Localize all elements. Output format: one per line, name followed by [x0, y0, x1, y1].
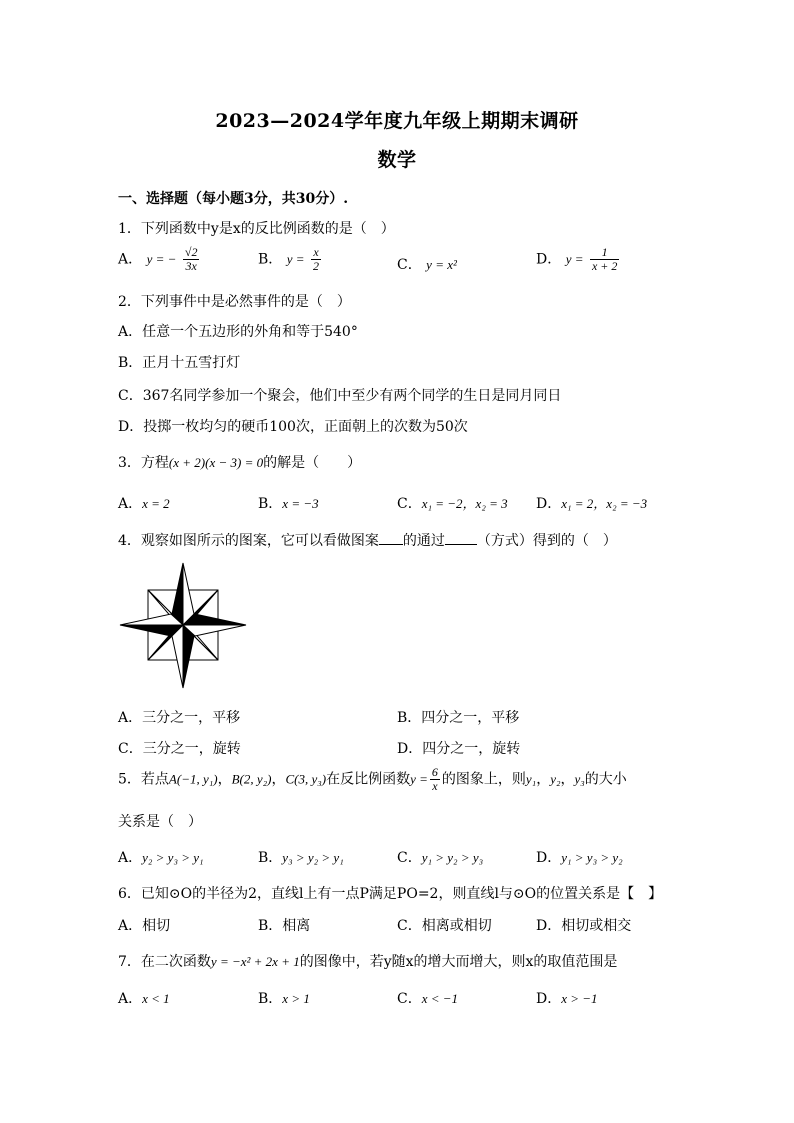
q7-stem-part-b: 的图像中，若y随x的增大而增大，则x的取值范围是	[299, 954, 618, 970]
option-label: A．	[118, 850, 143, 866]
q1-d-fraction	[590, 246, 619, 273]
q6-option-a: A．相切	[118, 918, 171, 934]
denominator: 2	[313, 259, 319, 273]
q4-blank-2	[445, 532, 477, 545]
q7-option-c	[397, 988, 458, 1008]
q5-function: y =	[410, 771, 428, 787]
numerator: 6	[431, 765, 438, 779]
q2-option-c: C．367名同学参加一个聚会，他们中至少有两个同学的生日是同月同日	[118, 388, 562, 404]
q5-b-value: y₃ > y₂ > y₁	[282, 850, 344, 865]
option-label: B．	[258, 850, 283, 866]
q1-option-a	[118, 246, 201, 273]
q3-stem	[118, 452, 361, 472]
q5-option-a	[118, 847, 204, 867]
option-label: C．	[397, 496, 422, 512]
compass-star-figure	[118, 562, 248, 690]
q3-option-c	[397, 493, 508, 513]
q3-equation: (x + 2)(x − 3) = 0	[168, 455, 264, 470]
separator: ，	[560, 771, 575, 788]
q7-option-a	[118, 988, 170, 1008]
q5-stem-part-a: 5．若点	[118, 771, 169, 788]
q3-stem-prefix: 3．方程	[118, 455, 169, 471]
q7-c-value: x < −1	[421, 991, 459, 1006]
numerator: 1	[590, 246, 619, 260]
q5-option-b	[258, 847, 344, 867]
q4-stem-part-b: 的通过	[402, 533, 445, 549]
separator: ，	[271, 771, 286, 788]
q5-point-b: B(2, y₂)	[231, 771, 272, 787]
q4-option-b: B．四分之一，平移	[397, 710, 520, 726]
q1-option-d	[536, 246, 621, 273]
q1-d-expr: y =	[565, 251, 584, 267]
option-label: B．	[258, 251, 283, 268]
q3-stem-suffix: 的解是（ ）	[263, 455, 362, 471]
q5-point-a: A(−1, y₁)	[168, 771, 218, 787]
option-label: D．	[536, 496, 562, 512]
q5-c-value: y₁ > y₂ > y₃	[421, 850, 484, 865]
denominator: x	[432, 779, 438, 793]
section-heading: 一、选择题（每小题3分，共30分）.	[118, 191, 349, 207]
exam-title: 2023—2024学年度九年级上期期末调研	[215, 110, 579, 132]
separator: ，	[536, 771, 551, 788]
separator: ，	[217, 771, 232, 788]
option-label: D．	[536, 850, 562, 866]
q5-stem-part-b: 在反比例函数	[326, 771, 411, 788]
q3-d-value: x₁ = 2，x₂ = −3	[561, 496, 648, 511]
q7-d-value: x > −1	[561, 991, 598, 1006]
q5-a-value: y₂ > y₃ > y₁	[142, 850, 204, 865]
q1-a-expr: y = −	[146, 251, 177, 267]
q3-option-d	[536, 493, 647, 513]
option-label: B．	[258, 991, 283, 1007]
q3-option-a	[118, 493, 170, 513]
q4-option-d: D．四分之一，旋转	[397, 741, 521, 757]
q5-stem-part-d: 的大小	[584, 771, 627, 788]
q5-y3: y₃	[574, 771, 585, 787]
q3-a-value: x = 2	[142, 496, 170, 511]
q5-option-c	[397, 847, 483, 867]
q1-option-b	[258, 246, 323, 273]
q5-option-d	[536, 847, 623, 867]
option-label: D．	[536, 251, 562, 268]
q5-point-c: C(3, y₃)	[285, 771, 327, 787]
denominator: x + 2	[591, 259, 618, 273]
option-label: B．	[258, 496, 283, 512]
q1-a-fraction	[183, 246, 200, 273]
q4-blank-1	[379, 532, 403, 545]
q7-stem-part-a: 7．在二次函数	[118, 954, 211, 970]
q7-option-b	[258, 988, 310, 1008]
q4-option-c: C．三分之一，旋转	[118, 741, 241, 757]
option-label: A．	[118, 991, 143, 1007]
q2-option-a: A．任意一个五边形的外角和等于540°	[118, 324, 358, 340]
q5-stem-line-2: 关系是（ ）	[118, 814, 202, 830]
option-label: A．	[118, 496, 143, 512]
q5-d-value: y₁ > y₃ > y₂	[561, 850, 623, 865]
q7-b-value: x > 1	[282, 991, 310, 1006]
q1-option-c	[397, 254, 457, 274]
q4-stem-part-a: 4．观察如图所示的图案，它可以看做图案	[118, 533, 379, 549]
q5-fraction	[430, 766, 440, 793]
q6-option-c: C．相离或相切	[397, 918, 492, 934]
q6-option-d: D．相切或相交	[536, 918, 632, 934]
option-label: A．	[118, 251, 143, 268]
q2-stem: 2．下列事件中是必然事件的是（ ）	[118, 294, 351, 310]
q5-y2: y₂	[550, 771, 561, 787]
q7-stem	[118, 951, 617, 971]
q2-option-d: D．投掷一枚均匀的硬币100次，正面朝上的次数为50次	[118, 419, 468, 435]
option-label: D．	[536, 991, 562, 1007]
option-label: C．	[397, 991, 422, 1007]
q7-a-value: x < 1	[142, 991, 170, 1006]
q1-b-fraction	[311, 246, 321, 273]
denominator: 3x	[185, 259, 197, 273]
q5-y1: y₁	[525, 771, 537, 787]
q4-stem	[118, 530, 617, 550]
option-label: C．	[397, 850, 422, 866]
q7-option-d	[536, 988, 598, 1008]
q6-option-b: B．相离	[258, 918, 311, 934]
numerator: x	[311, 246, 321, 260]
q6-stem: 6．已知⊙O的半径为2，直线l上有一点P满足PO=2，则直线l与⊙O的位置关系是【 】	[118, 886, 663, 902]
q5-stem-part-c: 的图象上，则	[441, 771, 526, 788]
q5-stem-line-1	[118, 766, 627, 793]
q3-option-b	[258, 493, 319, 513]
q1-stem: 1．下列函数中y是x的反比例函数的是（ ）	[118, 221, 395, 237]
q3-b-value: x = −3	[282, 496, 319, 511]
q7-function: y = −x² + 2x + 1	[210, 954, 300, 969]
q4-stem-part-c: （方式）得到的（ ）	[476, 533, 617, 549]
q4-option-a: A．三分之一，平移	[118, 710, 241, 726]
option-label: C．	[397, 257, 422, 273]
numerator: √2	[184, 245, 198, 259]
q2-option-b: B．正月十五雪打灯	[118, 355, 241, 371]
q1-b-expr: y =	[286, 251, 305, 267]
exam-subject: 数学	[377, 149, 417, 171]
q3-c-value: x₁ = −2，x₂ = 3	[421, 496, 508, 511]
q1-c-expr: y = x²	[426, 257, 457, 272]
